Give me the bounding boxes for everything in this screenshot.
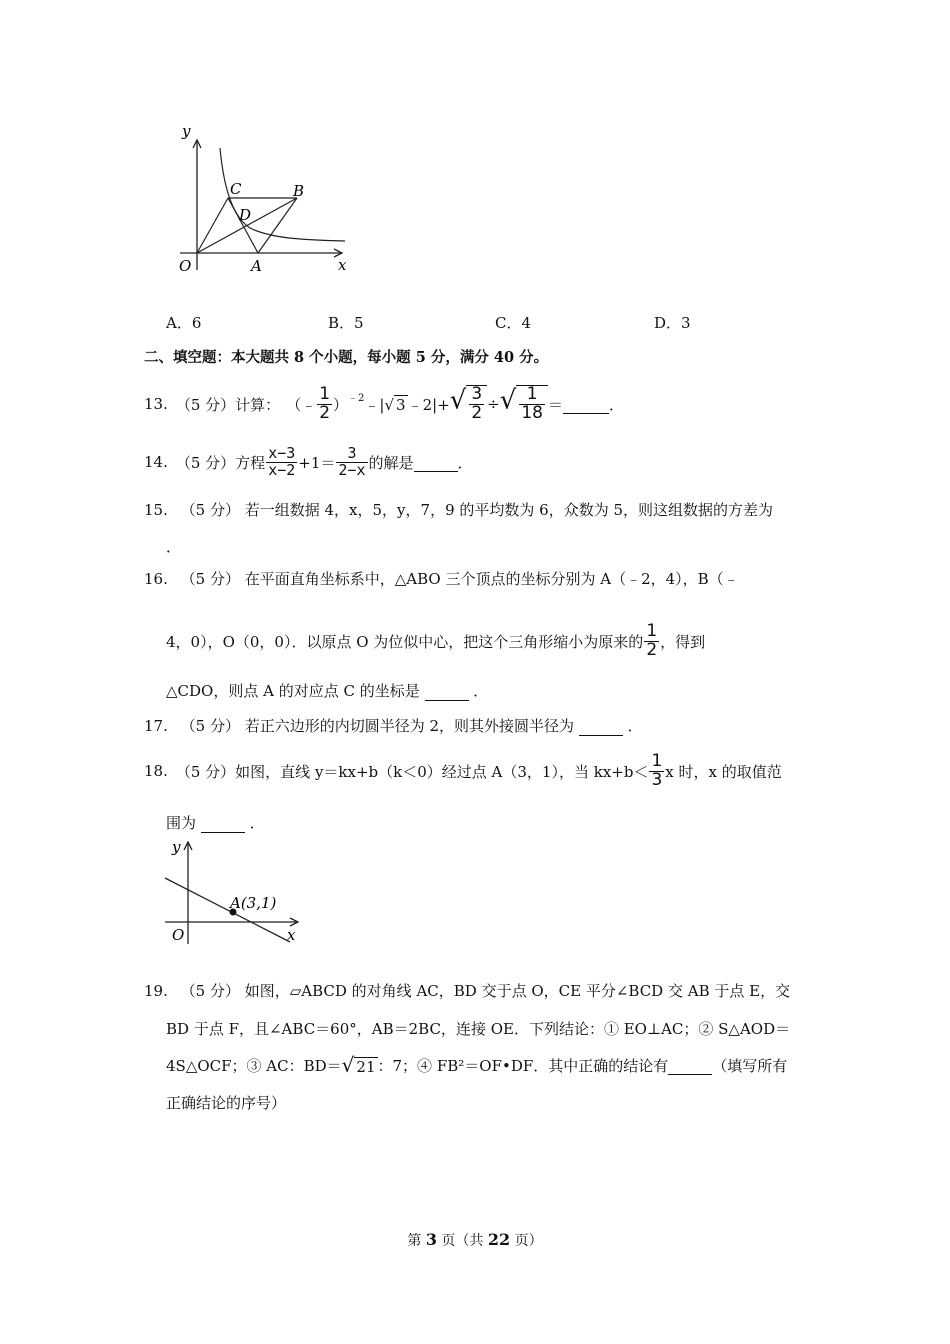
q18-answer-blank[interactable]: [201, 814, 245, 833]
footer-pre: 第: [407, 1233, 426, 1249]
q19-line3: [166, 1050, 787, 1080]
question-19: [144, 980, 790, 1001]
label-o: O: [172, 926, 185, 944]
option-c: C．4: [495, 314, 532, 332]
q15-line1: 若一组数据 4，x，5，y，7，9 的平均数为 6，众数为 5，则这组数据的方差为: [244, 501, 774, 519]
option-a: A．6: [166, 314, 202, 332]
q14-score: （5 分）: [175, 453, 236, 472]
page-footer: [0, 1230, 950, 1250]
q16-answer-blank[interactable]: [425, 682, 469, 701]
q19-line3c: （填写所有: [712, 1056, 788, 1075]
q19-score: （5 分）: [180, 982, 240, 1000]
q19-sqrt21: √ 21: [341, 1053, 376, 1077]
q13-mid2: ﹣2|+: [407, 395, 450, 414]
q18-score: （5 分）: [175, 762, 236, 781]
q19-line4: 正确结论的序号）: [166, 1094, 287, 1112]
q14-fraction-1: $\frac{x-3}{x-2}$: [268, 443, 296, 479]
question-16: [144, 568, 739, 589]
q19-answer-blank[interactable]: [668, 1056, 712, 1075]
label-y: y: [172, 838, 181, 856]
q13-sqrt-three-halves: √ $\frac{3}{2}$: [450, 385, 487, 423]
q17-end: ．: [627, 717, 643, 735]
q16-line1: 在平面直角坐标系中，△ABO 三个顶点的坐标分别为 A（﹣2，4），B（﹣: [244, 570, 739, 588]
option-b: B．5: [328, 314, 364, 332]
label-y: y: [182, 122, 191, 140]
figure-inverse-function-graph: [160, 120, 360, 280]
q13-lparen: （﹣: [286, 395, 317, 414]
section-title: 二、填空题：本大题共 8 个小题，每小题 5 分，满分 40 分。: [144, 349, 549, 366]
q19-number: 19.: [144, 982, 168, 1000]
q17-text: 若正六边形的内切圆半径为 2，则其外接圆半径为: [244, 717, 575, 735]
footer-page-number: 3: [425, 1230, 437, 1249]
q16-end: ．: [473, 682, 489, 700]
q13-half-fraction: $\frac{1}{2}$: [319, 383, 331, 423]
q15-line2: ．: [166, 538, 182, 556]
q17-number: 17.: [144, 717, 168, 735]
footer-post: 页）: [510, 1233, 543, 1249]
figure-line-graph: [160, 836, 310, 951]
q13-mid: ﹣|: [364, 395, 385, 414]
q13-sqrt-one-eighteenth: √ $\frac{1}{18}$: [500, 385, 548, 423]
q14-fraction-2: $\frac{3}{2-x}$: [338, 443, 366, 479]
q19-line2: BD 于点 F，且∠ABC＝60°，AB＝2BC，连接 OE．下列结论：① EO⊥AC；② S△AOD＝: [166, 1020, 791, 1038]
q19-line3a: 4S△OCF；③ AC：BD＝: [166, 1056, 342, 1075]
question-15: [144, 499, 773, 520]
question-13: [144, 384, 624, 424]
q13-div: ÷: [487, 395, 500, 413]
label-x: x: [338, 256, 347, 274]
q16-line2b: ，得到: [660, 632, 706, 651]
option-d: D．3: [654, 314, 691, 332]
q16-line3: [166, 680, 488, 701]
footer-total-pages: 22: [487, 1230, 511, 1249]
q18-third-fraction: $\frac{1}{3}$: [651, 750, 663, 790]
q17-answer-blank[interactable]: [579, 717, 623, 736]
q18-number: 18.: [144, 762, 168, 780]
q14-end: ．: [457, 453, 473, 472]
label-d: D: [239, 206, 252, 224]
q16-score: （5 分）: [180, 570, 240, 588]
q15-score: （5 分）: [180, 501, 240, 519]
label-x: x: [287, 926, 296, 944]
segment-ba: [258, 198, 297, 253]
q14-answer-blank[interactable]: [414, 453, 458, 472]
label-a: A: [251, 257, 262, 275]
q19-line3b: ：7；④ FB²＝OF•DF．其中正确的结论有: [377, 1056, 669, 1075]
q14-tail: 的解是: [368, 453, 414, 472]
q13-answer-blank[interactable]: [563, 395, 609, 414]
q18-line2-text: 围为: [166, 814, 197, 832]
q13-rparen: ）: [333, 395, 349, 414]
q13-score: （5 分）: [175, 395, 236, 414]
q19-line1: 如图，▱ABCD 的对角线 AC，BD 交于点 O，CE 平分∠BCD 交 AB 于点 E，交: [244, 982, 791, 1000]
q18-end: ．: [249, 814, 265, 832]
footer-mid: 页（共: [436, 1233, 488, 1249]
q14-plus: +1＝: [298, 453, 336, 472]
q13-end: ．: [608, 395, 624, 414]
label-b: B: [293, 182, 305, 200]
q15-number: 15.: [144, 501, 168, 519]
q13-eq: ＝: [547, 395, 563, 414]
q16-line2a: 4，0），O（0，0）．以原点 O 为位似中心，把这个三角形缩小为原来的: [166, 632, 644, 651]
label-c: C: [230, 180, 242, 198]
q18-text-b: x 时，x 的取值范: [665, 762, 782, 781]
question-17: [144, 715, 643, 736]
question-14: [144, 442, 473, 482]
q18-text-a: 如图，直线 y＝kx+b（k＜0）经过点 A（3，1），当 kx+b＜: [235, 762, 649, 781]
q14-text: 方程: [235, 453, 266, 472]
q13-text: 计算：: [235, 395, 281, 414]
q16-line2: [166, 620, 705, 662]
q16-half-fraction: $\frac{1}{2}$: [646, 620, 658, 660]
q16-number: 16.: [144, 570, 168, 588]
q14-number: 14.: [144, 453, 168, 471]
q16-line3-text: △CDO，则点 A 的对应点 C 的坐标是: [166, 682, 420, 700]
q13-sqrt3: √ 3: [384, 395, 406, 414]
q13-number: 13.: [144, 395, 168, 413]
q13-exponent: ﹣2: [348, 392, 365, 404]
q18-line2: [166, 812, 265, 833]
label-a: A(3,1): [230, 894, 277, 912]
question-18: [144, 750, 782, 792]
label-o: O: [179, 257, 192, 275]
q17-score: （5 分）: [180, 717, 240, 735]
